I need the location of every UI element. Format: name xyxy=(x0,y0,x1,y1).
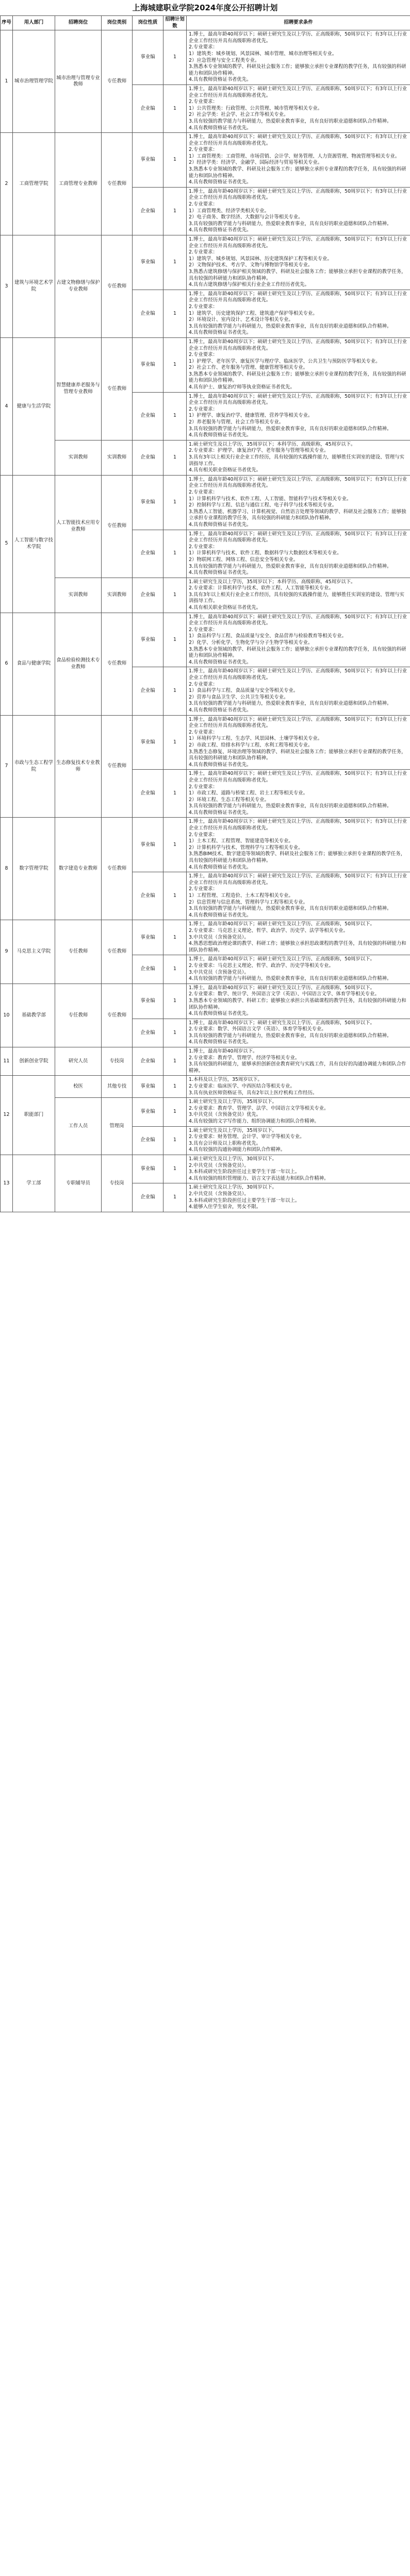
page-title: 上海城建职业学院2024年度公开招聘计划 xyxy=(132,3,278,12)
count-cell: 1 xyxy=(163,770,187,818)
requirements-cell: 1.博士，最高年龄40周岁以下；硕研士研究生及以上学历、正高级职称，50周岁以下；有3年以上行业企业工作经历并具有高级职称者优先。 2.专业要求： 1）建筑类：城乡规划、风景园林、城市管理、城市治理等相关专业。 2）应急管理与安全工程类专业。 3.熟悉本专业领域的教学、科研及社会服务工作；能够独立承担专业课程的教学任务，具有较强的科研能力和团队协作精神。 4.具有教师资格证书者优先。 xyxy=(187,30,410,85)
table-row xyxy=(1,235,410,290)
category-cell: 专任教师 xyxy=(102,30,133,133)
requirements-cell: 1.博士，最高年龄40周岁以下；硕研士研究生及以上学历、正高级职称，50周岁以下；有3年以上行业企业工作经历并具有高级职称者优先。 2.专业要求： 1）食品科学与工程、食品质量与安全等相关专业。 2）营养与食品卫生学、公共卫生等相关专业。 3.具有较强的教学能力与科研能力，热爱职业教育事业，具有良好的职业道德和团队合作精神。 4.具有教师资格证书者优先。 xyxy=(187,667,410,715)
row-index-cell: 6 xyxy=(1,613,13,715)
count-cell: 1 xyxy=(163,1183,187,1212)
header-cell-nature: 岗位性质 xyxy=(133,16,163,30)
requirements-cell: 1.硕士研究生及以上学历，35周岁以下；本科学历、高级职称，45周岁以下。 2.专业要求：计算机科学与技术、软件工程、人工智能等相关专业。 3.具有3年以上相关行业企业工作经历，具有较强的实践操作能力，能够胜任实训室的建设、管理与实训指导工作。 4.具有相关职业资格证书者优先。 xyxy=(187,578,410,613)
count-cell: 1 xyxy=(163,872,187,920)
dept-cell: 基础教学部 xyxy=(13,984,55,1047)
table-row xyxy=(1,1076,410,1098)
post-cell: 数字建造专业教师 xyxy=(55,818,102,920)
count-cell: 1 xyxy=(163,392,187,440)
category-cell: 专任教师 xyxy=(102,475,133,578)
dept-cell: 学工部 xyxy=(13,1155,55,1212)
post-cell: 专任教师 xyxy=(55,984,102,1047)
count-cell: 1 xyxy=(163,715,187,770)
nature-cell: 事业编 xyxy=(133,1155,163,1183)
header-cell-count: 招聘计划数 xyxy=(163,16,187,30)
table-row xyxy=(1,1098,410,1126)
count-cell: 1 xyxy=(163,1098,187,1126)
requirements-cell: 1.博士，最高年龄40周岁以下；硕研士研究生及以上学历、正高级职称，50周岁以下；有3年以上行业企业工作经历并具有高级职称者优先。 2.专业要求： 1）土木工程、工程管理、智能建造等相关专业。 2）计算机科学与技术、管理科学与工程等相关专业。 3.熟悉BIM技术、数字建造等领域的教学、科研及社会服务工作；能够独立承担专业课程的教学任务，具有较强的科研能力和团队协作精神。 4.具有教师资格证书者优先。 xyxy=(187,818,410,872)
header-cell-requirements: 招聘要求条件 xyxy=(187,16,410,30)
count-cell: 1 xyxy=(163,30,187,85)
post-cell: 专职辅导员 xyxy=(55,1155,102,1212)
table-row xyxy=(1,715,410,770)
requirements-cell: 1.硕士研究生及以上学历，30周岁以下。 2.中共党员（含预备党员）。 3.本科或研究生阶段担任过主要学生干部一年以上。 4.具有较强的组织管理能力、语言文字表达能力和团队合作精神。 xyxy=(187,1155,410,1183)
nature-cell: 事业编 xyxy=(133,337,163,392)
dept-cell: 工商管理学院 xyxy=(13,133,55,235)
requirements-cell: 1.博士，最高年龄40周岁以下；硕研士研究生及以上学历、正高级职称，50周岁以下；有3年以上行业企业工作经历并具有高级职称者优先。 2.专业要求： 1）建筑学、历史建筑保护工程、建筑遗产保护等相关专业。 2）环境设计、室内设计、艺术设计等相关专业。 3.具有较强的教学能力与科研能力，热爱职业教育事业，具有良好的职业道德和团队合作精神。 4.具有教师资格证书者优先。 xyxy=(187,290,410,337)
dept-cell: 建筑与环境艺术学院 xyxy=(13,235,55,338)
header-cell-dept: 用人部门 xyxy=(13,16,55,30)
table-row xyxy=(1,984,410,1019)
category-cell: 专任教师 xyxy=(102,235,133,338)
dept-cell: 马克思主义学院 xyxy=(13,920,55,984)
post-cell: 研究人员 xyxy=(55,1047,102,1076)
header-cell-category: 岗位类别 xyxy=(102,16,133,30)
nature-cell: 企业编 xyxy=(133,530,163,578)
post-cell: 校医 xyxy=(55,1076,102,1098)
requirements-cell: 1.博士，最高年龄40周岁以下；硕研士研究生及以上学历、正高级职称，50周岁以下；有3年以上行业企业工作经历并具有高级职称者优先。 2.专业要求： 1）市政工程、道路与桥梁工程、岩土工程等相关专业。 2）环境工程、生态工程等相关专业。 3.具有较强的教学能力与科研能力，热爱职业教育事业，具有良好的职业道德和团队合作精神。 4.具有教师资格证书者优先。 xyxy=(187,770,410,818)
count-cell: 1 xyxy=(163,1126,187,1155)
requirements-cell: 1.博士，最高年龄40周岁以下；硕研士研究生及以上学历、正高级职称，50周岁以下；有3年以上行业企业工作经历并具有高级职称者优先。 2.专业要求： 1）计算机科学与技术、软件工程、数据科学与大数据技术等相关专业。 2）物联网工程、网络工程、信息安全等相关专业。 3.具有较强的教学能力与科研能力，热爱职业教育事业，具有良好的职业道德和团队合作精神。 4.具有教师资格证书者优先。 xyxy=(187,530,410,578)
table-row xyxy=(1,818,410,872)
requirements-cell: 1.博士，最高年龄40周岁以下；硕研士研究生及以上学历、正高级职称，50周岁以下。 2.专业要求：数学、统计学、外国语言文学（英语）、中国语言文学、体育学等相关专业。 3.熟悉本专业领域的教学、科研工作；能够独立承担公共基础课程的教学任务，具有较强的科研能力和团队协作精神。 4.具有教师资格证书者优先。 xyxy=(187,984,410,1019)
requirements-cell: 1.博士，最高年龄40周岁以下；硕研士研究生及以上学历、正高级职称，50周岁以下；有3年以上行业企业工作经历并具有高级职称者优先。 2.专业要求： 1）工程管理、工程造价、土木工程等相关专业。 2）信息管理与信息系统、管理科学与工程等相关专业。 3.具有较强的教学能力与科研能力，热爱职业教育事业，具有良好的职业道德和团队合作精神。 4.具有教师资格证书者优先。 xyxy=(187,872,410,920)
dept-cell: 创新创业学院 xyxy=(13,1047,55,1076)
table-row xyxy=(1,920,410,955)
post-cell: 食品检验检测技术专业教师 xyxy=(55,613,102,715)
count-cell: 1 xyxy=(163,1155,187,1183)
header-cell-post: 招聘岗位 xyxy=(55,16,102,30)
nature-cell: 事业编 xyxy=(133,818,163,872)
dept-cell: 城市治理管理学院 xyxy=(13,30,55,133)
table-row xyxy=(1,440,410,475)
nature-cell: 企业编 xyxy=(133,1126,163,1155)
requirements-cell: 1.本科及以上学历，35周岁以下。 2.专业要求：临床医学、中西医结合等相关专业。 3.具有执业医师资格证书，具有2年以上医疗机构工作经历。 xyxy=(187,1076,410,1098)
category-cell: 专任教师 xyxy=(102,984,133,1047)
nature-cell: 事业编 xyxy=(133,613,163,667)
requirements-cell: 1.博士，最高年龄40周岁以下；硕研士研究生及以上学历、正高级职称，50周岁以下；有3年以上行业企业工作经历并具有高级职称者优先。 2.专业要求： 1）计算机科学与技术、软件工程、人工智能、智能科学与技术等相关专业。 2）控制科学与工程、信息与通信工程、电子科学与技术等相关专业。 3.熟悉人工智能、机器学习、计算机视觉、自然语言处理等领域的教学、科研及社会服务工作；能够独立承担专业课程的教学任务，具有较强的科研能力和团队协作精神。 4.具有教师资格证书者优先。 xyxy=(187,475,410,530)
nature-cell: 企业编 xyxy=(133,872,163,920)
requirements-cell: 1.博士，最高年龄40周岁以下；硕研士研究生及以上学历、正高级职称，50周岁以下。 2.专业要求：马克思主义理论、哲学、政治学、历史学、法学等相关专业。 3.中共党员（含预备党员）。 4.熟悉思想政治理论课的教学、科研工作；能够独立承担思政课程的教学任务，具有较强的科研能力和团队协作精神。 xyxy=(187,920,410,955)
row-index-cell: 3 xyxy=(1,235,13,338)
table-row xyxy=(1,337,410,392)
post-cell: 实训教师 xyxy=(55,440,102,475)
post-cell: 人工智能技术应用专业教师 xyxy=(55,475,102,578)
requirements-cell: 1.博士，最高年龄40周岁以下；硕研士研究生及以上学历、正高级职称，50周岁以下；有3年以上行业企业工作经历并具有高级职称者优先。 2.专业要求： 1）公共管理类：行政管理、公共管理、城市管理等相关专业。 2）社会学类：社会学、社会工作等相关专业。 3.具有较强的教学能力与科研能力，热爱职业教育事业，具有良好的职业道德和团队合作精神。 4.具有教师资格证书者优先。 xyxy=(187,84,410,132)
count-cell: 1 xyxy=(163,984,187,1019)
count-cell: 1 xyxy=(163,530,187,578)
category-cell: 管理岗 xyxy=(102,1098,133,1155)
dept-cell: 人工智能与数字技术学院 xyxy=(13,475,55,613)
count-cell: 1 xyxy=(163,475,187,530)
requirements-cell: 1.博士，最高年龄40周岁以下；硕研士研究生及以上学历、正高级职称，50周岁以下。 2.专业要求：数学、外国语言文学（英语）、体育学等相关专业。 3.具有较强的教学能力与科研能力，热爱职业教育事业，具有良好的职业道德和团队合作精神。 4.具有教师资格证书者优先。 xyxy=(187,1019,410,1047)
nature-cell: 企业编 xyxy=(133,290,163,337)
count-cell: 1 xyxy=(163,337,187,392)
nature-cell: 事业编 xyxy=(133,1076,163,1098)
count-cell: 1 xyxy=(163,613,187,667)
table-row xyxy=(1,1155,410,1183)
nature-cell: 事业编 xyxy=(133,920,163,955)
category-cell: 专任教师 xyxy=(102,818,133,920)
nature-cell: 企业编 xyxy=(133,1183,163,1212)
requirements-cell: 1.硕士研究生及以上学历，35周岁以下。 2.专业要求：财务管理、会计学、审计学等相关专业。 3.具有会计师及以上职称者优先。 4.具有较强的沟通协调能力和团队合作精神。 xyxy=(187,1126,410,1155)
nature-cell: 企业编 xyxy=(133,392,163,440)
row-index-cell: 1 xyxy=(1,30,13,133)
nature-cell: 企业编 xyxy=(133,955,163,984)
post-cell: 生态修复技术专业教师 xyxy=(55,715,102,818)
row-index-cell: 5 xyxy=(1,475,13,613)
nature-cell: 事业编 xyxy=(133,1098,163,1126)
count-cell: 1 xyxy=(163,84,187,132)
requirements-cell: 1.硕士研究生及以上学历，35周岁以下。 2.专业要求：教育学、管理学、法学、中国语言文学等相关专业。 3.中共党员（含预备党员）优先。 4.具有较强的文字写作能力、组织协调能力和团队合作精神。 xyxy=(187,1098,410,1126)
table-body xyxy=(1,30,410,1212)
row-index-cell: 4 xyxy=(1,337,13,475)
requirements-cell: 1.硕士研究生及以上学历，30周岁以下。 2.中共党员（含预备党员）。 3.本科或研究生阶段担任过主要学生干部一年以上。 4.能够入住学生宿舍，男女不限。 xyxy=(187,1183,410,1212)
dept-cell: 数字管理学院 xyxy=(13,818,55,920)
row-index-cell: 9 xyxy=(1,920,13,984)
category-cell: 专任教师 xyxy=(102,133,133,235)
nature-cell: 企业编 xyxy=(133,187,163,235)
count-cell: 1 xyxy=(163,578,187,613)
nature-cell: 企业编 xyxy=(133,667,163,715)
nature-cell: 企业编 xyxy=(133,770,163,818)
nature-cell: 企业编 xyxy=(133,578,163,613)
category-cell: 实训教师 xyxy=(102,440,133,475)
post-cell: 古建文物修缮与保护专业教师 xyxy=(55,235,102,338)
count-cell: 1 xyxy=(163,1076,187,1098)
table-header-row xyxy=(1,16,410,30)
nature-cell: 事业编 xyxy=(133,984,163,1019)
row-index-cell: 11 xyxy=(1,1047,13,1076)
recruitment-table xyxy=(0,15,410,1212)
nature-cell: 事业编 xyxy=(133,235,163,290)
count-cell: 1 xyxy=(163,1019,187,1047)
requirements-cell: 1.博士，最高年龄40周岁以下。 2.专业要求：教育学、管理学、经济学等相关专业。 3.具有较强的科研能力，能够承担创新创业教育研究与实践工作，具有良好的沟通协调能力和团队合作精神。 xyxy=(187,1047,410,1076)
requirements-cell: 1.博士，最高年龄40周岁以下；硕研士研究生及以上学历、正高级职称，50周岁以下；有3年以上行业企业工作经历并具有高级职称者优先。 2.专业要求： 1）环境科学与工程、生态学、风景园林、土壤学等相关专业。 2）市政工程、给排水科学与工程、水利工程等相关专业。 3.熟悉生态修复、环境治理等领域的教学、科研及社会服务工作；能够独立承担专业课程的教学任务，具有较强的科研能力和团队协作精神。 4.具有教师资格证书者优先。 xyxy=(187,715,410,770)
category-cell: 专任教师 xyxy=(102,715,133,818)
category-cell: 专任教师 xyxy=(102,613,133,715)
dept-cell: 职能部门 xyxy=(13,1076,55,1155)
count-cell: 1 xyxy=(163,955,187,984)
table-row xyxy=(1,30,410,85)
dept-cell: 健康与生活学院 xyxy=(13,337,55,475)
category-cell: 专技岗 xyxy=(102,1047,133,1076)
nature-cell: 企业编 xyxy=(133,1047,163,1076)
count-cell: 1 xyxy=(163,290,187,337)
count-cell: 1 xyxy=(163,187,187,235)
row-index-cell: 2 xyxy=(1,133,13,235)
category-cell: 实训教师 xyxy=(102,578,133,613)
table-row xyxy=(1,613,410,667)
count-cell: 1 xyxy=(163,440,187,475)
requirements-cell: 1.博士，最高年龄40周岁以下；硕研士研究生及以上学历、正高级职称，50周岁以下；有3年以上行业企业工作经历并具有高级职称者优先。 2.专业要求： 1）护理学、康复治疗学、健康管理、营养学等相关专业。 2）养老服务与管理、社会工作等相关专业。 3.具有较强的教学能力与科研能力，热爱职业教育事业，具有良好的职业道德和团队合作精神。 4.具有教师资格证书者优先。 xyxy=(187,392,410,440)
requirements-cell: 1.博士，最高年龄40周岁以下；硕研士研究生及以上学历、正高级职称，50周岁以下。 2.专业要求：马克思主义理论、哲学、政治学、历史学等相关专业。 3.中共党员（含预备党员）。 4.具有较强的教学能力与科研能力，热爱职业教育事业，具有良好的职业道德和团队合作精神。 xyxy=(187,955,410,984)
category-cell: 专技岗 xyxy=(102,1155,133,1212)
nature-cell: 事业编 xyxy=(133,475,163,530)
requirements-cell: 1.博士，最高年龄40周岁以下；硕研士研究生及以上学历、正高级职称，50周岁以下；有3年以上行业企业工作经历并具有高级职称者优先。 2.专业要求： 1）建筑学、城乡规划、风景园林、历史建筑保护工程等相关专业。 2）文物保护技术、考古学、文物与博物馆学等相关专业。 3.熟悉古建筑修缮与保护相关领域的教学、科研及社会服务工作；能够独立承担专业课程的教学任务，具有较强的科研能力和团队协作精神。 4.具有古建筑修缮与保护相关行业企业工作经历者优先。 xyxy=(187,235,410,290)
row-index-cell: 13 xyxy=(1,1155,13,1212)
requirements-cell: 1.博士，最高年龄40周岁以下；硕研士研究生及以上学历、正高级职称，50周岁以下；有3年以上行业企业工作经历并具有高级职称者优先。 2.专业要求： 1）工商管理类、经济学类相关专业。 2）电子商务、数字经济、大数据与会计等相关专业。 3.具有较强的教学能力与科研能力，热爱职业教育事业，具有良好的职业道德和团队合作精神。 4.具有教师资格证书者优先。 xyxy=(187,187,410,235)
category-cell: 专任教师 xyxy=(102,920,133,984)
post-cell: 智慧健康养老服务与管理专业教师 xyxy=(55,337,102,440)
nature-cell: 企业编 xyxy=(133,440,163,475)
dept-cell: 食品与健康学院 xyxy=(13,613,55,715)
category-cell: 专任教师 xyxy=(102,337,133,440)
category-cell: 其他专技 xyxy=(102,1076,133,1098)
nature-cell: 事业编 xyxy=(133,133,163,188)
count-cell: 1 xyxy=(163,667,187,715)
row-index-cell: 10 xyxy=(1,984,13,1047)
row-index-cell: 8 xyxy=(1,818,13,920)
nature-cell: 事业编 xyxy=(133,30,163,85)
header-cell-index: 序号 xyxy=(1,16,13,30)
nature-cell: 企业编 xyxy=(133,84,163,132)
table-row xyxy=(1,1047,410,1076)
post-cell: 工商管理专业教师 xyxy=(55,133,102,235)
row-index-cell: 7 xyxy=(1,715,13,818)
post-cell: 实训教师 xyxy=(55,578,102,613)
count-cell: 1 xyxy=(163,1047,187,1076)
count-cell: 1 xyxy=(163,920,187,955)
nature-cell: 事业编 xyxy=(133,715,163,770)
requirements-cell: 1.博士，最高年龄40周岁以下；硕研士研究生及以上学历、正高级职称，50周岁以下；有3年以上行业企业工作经历并具有高级职称者优先。 2.专业要求： 1）护理学、老年医学、康复医学与理疗学、临床医学、公共卫生与预防医学等相关专业。 2）社会工作、老年服务与管理、健康管理等相关专业。 3.熟悉本专业领域的教学、科研及社会服务工作；能够独立承担专业课程的教学任务，具有较强的科研能力和团队协作精神。 4.具有护士、康复治疗师等执业资格证书者优先。 xyxy=(187,337,410,392)
count-cell: 1 xyxy=(163,235,187,290)
requirements-cell: 1.博士，最高年龄40周岁以下；硕研士研究生及以上学历、正高级职称，50周岁以下；有3年以上行业企业工作经历并具有高级职称者优先。 2.专业要求： 1）工商管理类：工商管理、市场营销、会计学、财务管理、人力资源管理、物流管理等相关专业。 2）经济学类：经济学、金融学、国际经济与贸易等相关专业。 3.熟悉本专业领域的教学、科研及社会服务工作；能够独立承担专业课程的教学任务，具有较强的科研能力和团队协作精神。 4.具有教师资格证书者优先。 xyxy=(187,133,410,188)
requirements-cell: 1.博士，最高年龄40周岁以下；硕研士研究生及以上学历、正高级职称，50周岁以下；有3年以上行业企业工作经历并具有高级职称者优先。 2.专业要求： 1）食品科学与工程、食品质量与安全、食品营养与检验教育等相关专业。 2）化学、分析化学、生物化学与分子生物学等相关专业。 3.熟悉本专业领域的教学、科研及社会服务工作；能够独立承担专业课程的教学任务，具有较强的科研能力和团队协作精神。 4.具有教师资格证书者优先。 xyxy=(187,613,410,667)
table-row xyxy=(1,578,410,613)
table-row xyxy=(1,133,410,188)
count-cell: 1 xyxy=(163,133,187,188)
table-row xyxy=(1,475,410,530)
requirements-cell: 1.硕士研究生及以上学历，35周岁以下；本科学历、高级职称，45周岁以下。 2.专业要求：护理学、康复治疗学、老年服务与管理等相关专业。 3.具有3年以上相关行业企业工作经历，具有较强的实践操作能力，能够胜任实训室的建设、管理与实训指导工作。 4.具有相关职业资格证书者优先。 xyxy=(187,440,410,475)
post-cell: 城市治理与管理专业教师 xyxy=(55,30,102,133)
dept-cell: 市政与生态工程学院 xyxy=(13,715,55,818)
row-index-cell: 12 xyxy=(1,1076,13,1155)
nature-cell: 企业编 xyxy=(133,1019,163,1047)
count-cell: 1 xyxy=(163,818,187,872)
post-cell: 专任教师 xyxy=(55,920,102,984)
post-cell: 工作人员 xyxy=(55,1098,102,1155)
